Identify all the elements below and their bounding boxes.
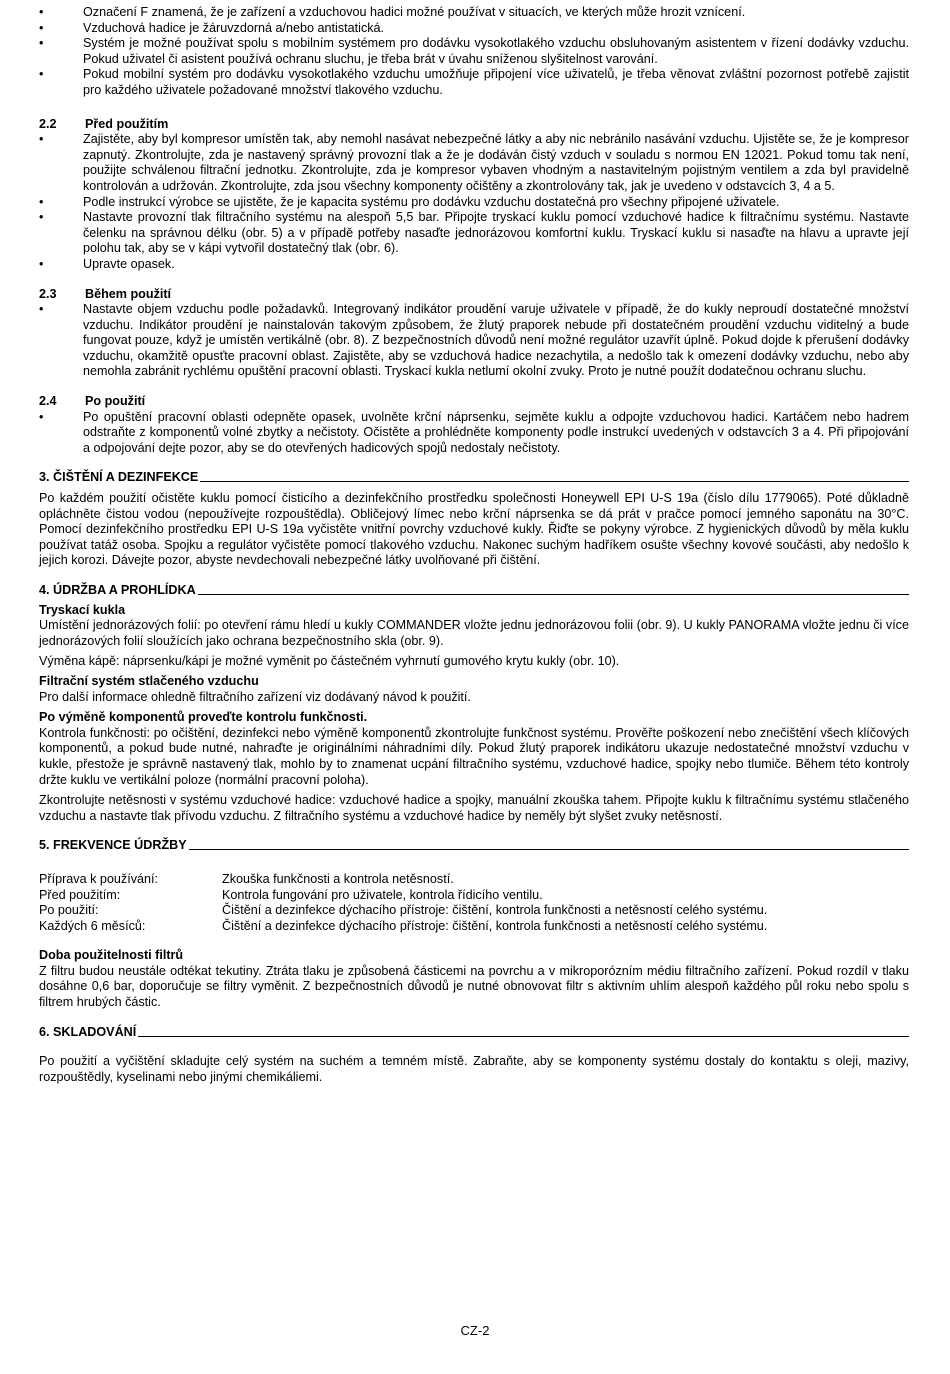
subsection-title: Před použitím bbox=[85, 116, 169, 131]
schedule-what: Kontrola fungování pro uživatele, kontrola řídicího ventilu. bbox=[222, 887, 543, 902]
schedule-what: Čištění a dezinfekce dýchacího přístroje: čištění, kontrola funkčnosti a netěsností celého systému. bbox=[222, 918, 768, 933]
list-item: • Zajistěte, aby byl kompresor umístěn tak, aby nemohl nasávat nebezpečné látky a aby nic nebránilo nasávání vzduchu. Ujistěte se, že je kompresor zapnutý. Zkontrolujte, zda je nastavený správný provozní tlak a že je dodáván čistý vzduch v souladu s normou EN 12021. Pokud tomu tak není, použijte schválenou filtrační jednotku. Zkontrolujte, zda je kompresor vybaven vhodným a nastavitelným pojistným ventilem a zda byl pravidelně kontrolován a udržován. Zkontrolujte, zda jsou všechny komponenty očištěny a zkontrolovány tak, jak je uvedeno v odstavcích 3, 4 a 5. bbox=[39, 132, 909, 194]
subsection-heading-2-4 bbox=[39, 394, 909, 410]
subsection-number: 2.3 bbox=[39, 286, 57, 301]
filter-life-heading: Doba použitelnosti filtrů bbox=[39, 948, 184, 963]
section-heading-frequency bbox=[39, 838, 909, 854]
section-title: 6. SKLADOVÁNÍ bbox=[39, 1024, 137, 1039]
leak-check-text: Zkontrolujte netěsnosti v systému vzduchové hadice: vzduchové hadice a spojky, manuální zkouška tahem. Připojte kuklu k filtračnímu systému stlačeného vzduchu a nastavte tlak přívodu vzduchu. Z filtračního systému a vzduchové hadice by neměly být slyšet zvuky netěsností. bbox=[39, 793, 909, 823]
filter-system-text: Pro další informace ohledně filtračního zařízení viz dodávaný návod k použití. bbox=[39, 689, 471, 704]
section-heading-maintenance bbox=[39, 583, 909, 599]
schedule-when: Před použitím: bbox=[39, 887, 121, 902]
schedule-what: Čištění a dezinfekce dýchacího přístroje: čištění, kontrola funkčnosti a netěsností celého systému. bbox=[222, 903, 768, 918]
heading-rule bbox=[200, 481, 909, 482]
heading-rule bbox=[189, 849, 909, 850]
list-item: • Nastavte provozní tlak filtračního systému na alespoň 5,5 bar. Připojte tryskací kuklu pomocí vzduchové hadice k filtračnímu systému. Nastavte čelenku na správnou délku (obr. 5) a v případě potřeby nasaďte jednorázovou komfortní kuklu. Tryskací kuklu si nasaďte na hlavu a upravte její polohu tak, aby se v kápi vytvořil dostatečný tlak (obr. 6). bbox=[39, 210, 909, 257]
page-number: CZ-2 bbox=[460, 1323, 490, 1338]
blast-hood-text: Umístění jednorázových folií: po otevření rámu hledí u kukly COMMANDER vložte jednu jednorázovou folii (obr. 9). U kukly PANORAMA vložte jednu či více jednorázových folií sloužících jako ochrana bezpečnostního skla (obr. 9). bbox=[39, 618, 909, 648]
blast-hood-heading: Tryskací kukla bbox=[39, 602, 126, 617]
list-item: • Upravte opasek. bbox=[39, 257, 909, 273]
subsection-title: Po použití bbox=[85, 394, 146, 409]
during-use-list bbox=[39, 302, 909, 380]
intro-bullet-list bbox=[39, 5, 909, 99]
schedule-what: Zkouška funkčnosti a kontrola netěsností. bbox=[222, 871, 454, 886]
schedule-when: Každých 6 měsíců: bbox=[39, 918, 146, 933]
list-item: • Pokud mobilní systém pro dodávku vysokotlakého vzduchu umožňuje připojení více uživatelů, je třeba věnovat zvláštní pozornost potřebě zajistit pro každého uživatele požadované množství tlakového vzduchu. bbox=[39, 67, 909, 98]
cleaning-text: Po každém použití očistěte kuklu pomocí čisticího a dezinfekčního prostředku společnosti Honeywell EPI U-S 19a (číslo dílu 1779065). Poté důkladně opláchněte čistou vodou (nepoužívejte rozpouštědla). Obličejový límec nebo krční náprsenka se dá prát v pračce pomocí jemného saponátu na 30°C. Pomocí dezinfekčního prostředku EPI U-S 19a vyčistěte vnitřní povrchy vzduchové kukly. Řiďte se pokyny výrobce. Z hygienických důvodů by měla kuklu používat tatáž osoba. Spojku a regulátor vyčistěte pomocí tlakového vzduchu. Nakonec suchým hadříkem osušte všechny kovové součásti, aby nedošlo k jejich korozi. Dávejte pozor, abyste nevdechovali nebezpečné látky uvolňované při čištění. bbox=[39, 491, 909, 568]
before-use-list bbox=[39, 132, 909, 272]
list-item: • Označení F znamená, že je zařízení a vzduchovou hadici možné používat v situacích, ve kterých může hrozit vznícení. bbox=[39, 5, 909, 21]
schedule-when: Po použití: bbox=[39, 903, 99, 918]
subsection-number: 2.4 bbox=[39, 394, 57, 409]
subsection-number: 2.2 bbox=[39, 116, 57, 131]
document-page bbox=[39, 5, 909, 1085]
section-title: 5. FREKVENCE ÚDRŽBY bbox=[39, 838, 187, 853]
section-heading-cleaning bbox=[39, 470, 909, 486]
function-check-heading: Po výměně komponentů proveďte kontrolu funkčnosti. bbox=[39, 710, 368, 725]
subsection-heading-2-3 bbox=[39, 287, 909, 303]
section-title: 3. ČIŠTĚNÍ A DEZINFEKCE bbox=[39, 470, 199, 485]
schedule-when: Příprava k používání: bbox=[39, 871, 159, 886]
section-title: 4. ÚDRŽBA A PROHLÍDKA bbox=[39, 583, 196, 597]
cape-replacement-text: Výměna kápě: náprsenku/kápi je možné vyměnit po částečném vyhrnutí gumového krytu kukly (obr. 10). bbox=[39, 654, 620, 669]
storage-text: Po použití a vyčištění skladujte celý systém na suchém a temném místě. Zabraňte, aby se komponenty systému dostaly do kontaktu s oleji, mazivy, rozpouštědly, kyselinami nebo jinými chemikáliemi. bbox=[39, 1054, 909, 1084]
filter-life-text: Z filtru budou neustále odtékat tekutiny. Ztráta tlaku je způsobená částicemi na povrchu a v mikroporózním médiu filtračního zařízení. Pokud rozdíl v tlaku dosáhne 0,6 bar, doporučuje se filtry vyměnit. Z bezpečnostních důvodů je nutné obnovovat filtr s aktivním uhlím alespoň každého půl roku nebo spolu s filtrem hrubých částic. bbox=[39, 963, 909, 1010]
subsection-heading-2-2 bbox=[39, 117, 909, 133]
heading-rule bbox=[198, 594, 909, 595]
maintenance-schedule bbox=[39, 872, 909, 934]
function-check-text: Kontrola funkčnosti: po očištění, dezinfekci nebo výměně komponentů zkontrolujte funkčnost systému. Prověřte poškození nebo znečištění všech klíčových komponentů, a pokud bude nutné, nahraďte je originálními náhradními díly. Pokud žlutý praporek indikátoru ukazuje nedostatečné množství vzduchu v kukle, přestože je správně nastavený tlak, mohlo by to znamenat ucpání filtračního systému, vzduchové hadice, spojky nebo tlumiče. Během této kontroly držte kuklu ve vertikální poloze (normální pracovní poloha). bbox=[39, 725, 909, 787]
list-item: • Po opuštění pracovní oblasti odepněte opasek, uvolněte krční náprsenku, sejměte kuklu a odpojte vzduchovou hadici. Kartáčem nebo hadrem odstraňte z komponentů volné zbytky a nečistoty. Očistěte a prohlédněte komponenty podle instrukcí uvedených v odstavcích 3 a 4. Při připojování a odpojování dejte pozor, aby se do otevřených hadicových spojů nedostaly nečistoty. bbox=[39, 410, 909, 457]
subsection-title: Během použití bbox=[85, 286, 172, 301]
list-item: • Nastavte objem vzduchu podle požadavků. Integrovaný indikátor proudění varuje uživatele v případě, že do kukly neproudí dostatečné množství vzduchu. Indikátor proudění je nainstalován takovým způsobem, že žlutý praporek nebude při dostatečném proudění vzduchu viditelný a bude fungovat pouze, když je umístěn vertikálně (obr. 8). Z bezpečnostních důvodů není možné regulátor uzavřít úplně. Pokud dojde k přerušení dodávky vzduchu, okamžitě opusťte pracovní oblast. Zajistěte, aby se vzduchová hadice nezachytila, a nedošlo tak k omezení dodávky vzduchu, nebo aby nemohla zabránit rychlému opuštění pracovní oblasti. Tryskací kukla netlumí okolní zvuky. Proto je nutné použít dodatečnou ochranu sluchu. bbox=[39, 302, 909, 380]
list-item: • Podle instrukcí výrobce se ujistěte, že je kapacita systému pro dodávku vzduchu dostatečná pro všechny připojené uživatele. bbox=[39, 195, 909, 211]
heading-rule bbox=[138, 1036, 909, 1037]
section-heading-storage bbox=[39, 1025, 909, 1041]
filter-system-heading: Filtrační systém stlačeného vzduchu bbox=[39, 673, 259, 688]
list-item: • Vzduchová hadice je žáruvzdorná a/nebo antistatická. bbox=[39, 21, 909, 37]
after-use-list bbox=[39, 410, 909, 457]
list-item: • Systém je možné používat spolu s mobilním systémem pro dodávku vysokotlakého vzduchu obsluhovaným asistentem v řízení dodávky vzduchu. Pokud uživatel či asistent používá ochranu sluchu, je třeba brát v úvahu sníženou slyšitelnost varování. bbox=[39, 36, 909, 67]
